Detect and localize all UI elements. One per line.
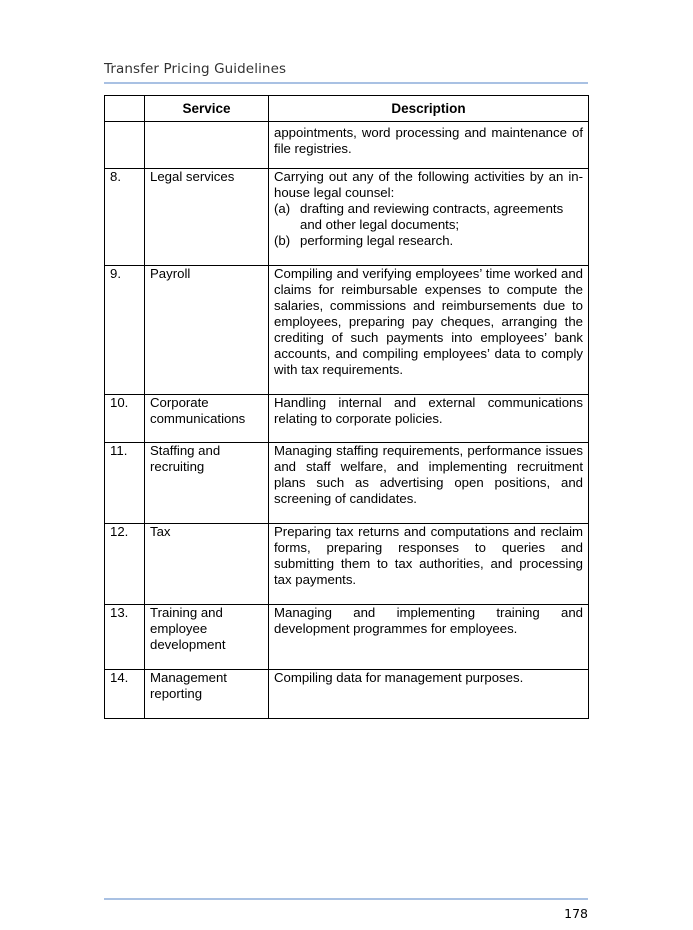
table-row [105,122,589,169]
row-description: Managing staffing requirements, performance issues and staff welfare, and implementing recruitment plans such as advertising open positions, and screening of candidates. [269,443,589,524]
row-service: Management reporting [145,670,269,719]
table-row [105,443,589,524]
page-header-title: Transfer Pricing Guidelines [104,61,287,77]
table-row [105,670,589,719]
column-header-description: Description [269,96,589,122]
row-description: Compiling and verifying employees’ time worked and claims for reimbursable expenses to compute the salaries, commissions and reimbursements due to employees, preparing pay cheques, arranging the crediting of such payments into employees’ bank accounts, and compiling employees’ data to comply with tax requirements. [269,266,589,395]
services-table [104,95,589,719]
table-row [105,266,589,395]
row-number: 9. [105,266,145,395]
list-item-text: drafting and reviewing contracts, agreements and other legal documents; [300,201,564,232]
row-service: Tax [145,524,269,605]
row-description: appointments, word processing and maintenance of file registries. [269,122,589,169]
table-row [105,395,589,443]
row-service: Payroll [145,266,269,395]
list-item [274,233,583,249]
table-header-row [105,96,589,122]
row-description: Compiling data for management purposes. [269,670,589,719]
list-item-label: (a) [274,201,291,216]
row-number: 8. [105,169,145,266]
row-description: Preparing tax returns and computations and reclaim forms, preparing responses to queries and submitting them to tax authorities, and processing tax payments. [269,524,589,605]
column-header-number [105,96,145,122]
header-divider [104,82,588,84]
list-item-label: (b) [274,233,291,248]
row-service: Staffing and recruiting [145,443,269,524]
footer-divider [104,898,588,900]
column-header-service: Service [145,96,269,122]
row-number: 10. [105,395,145,443]
row-number: 11. [105,443,145,524]
list-item-text: performing legal research. [300,233,454,248]
table-row [105,605,589,670]
row-service: Legal services [145,169,269,266]
row-description: Managing and implementing training and development programmes for employees. [269,605,589,670]
row-service [145,122,269,169]
row-number: 12. [105,524,145,605]
table-row [105,169,589,266]
row-number: 13. [105,605,145,670]
row-service: Training and employee development [145,605,269,670]
row-description: Carrying out any of the following activities by an in-house legal counsel: [274,169,583,200]
row-number: 14. [105,670,145,719]
page-number: 178 [564,906,588,921]
legal-activities-list [274,201,583,249]
row-description: Handling internal and external communications relating to corporate policies. [269,395,589,443]
row-service: Corporate communications [145,395,269,443]
table-row [105,524,589,605]
row-number [105,122,145,169]
row-description-cell [269,169,589,266]
list-item [274,201,583,233]
